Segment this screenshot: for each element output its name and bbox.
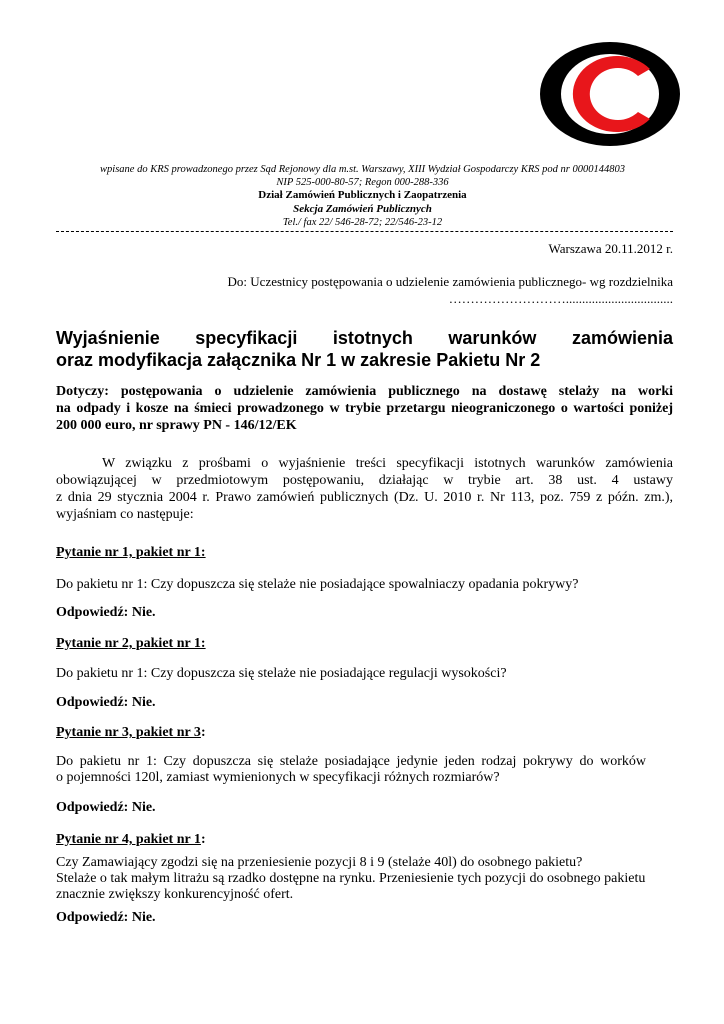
recipient-dots: ………………………................................. — [448, 291, 673, 306]
document-date: Warszawa 20.11.2012 r. — [548, 241, 673, 256]
question-4-heading-colon: : — [200, 832, 206, 847]
question-3-heading — [56, 725, 206, 741]
question-4-answer: Odpowiedź: Nie. — [56, 910, 156, 925]
concerning-line: Dotyczy: postępowania o udzielenie zamówienia publicznego na dostawę stelaży na worki — [56, 384, 673, 399]
department-name: Dział Zamówień Publicznych i Zaopatrzenia — [258, 189, 467, 201]
title-line: Wyjaśnienie specyfikacji istotnych warunków zamówienia — [56, 328, 673, 348]
question-1-text: Do pakietu nr 1: Czy dopuszcza się stelaże nie posiadające spowalniaczy opadania pokrywy? — [56, 577, 579, 592]
tel-fax-line: Tel./ fax 22/ 546-28-72; 22/546-23-12 — [282, 217, 443, 228]
concerning-paragraph — [56, 383, 673, 434]
recipient-line: Do: Uczestnicy postępowania o udzielenie zamówienia publicznego- wg rozdzielnika — [227, 274, 673, 289]
intro-line: W związku z prośbami o wyjaśnienie treści specyfikacji istotnych warunków zamówienia — [102, 456, 673, 471]
concerning-line: na odpady i kosze na śmieci prowadzonego w trybie przetargu nieograniczonego o wartości poniżej — [56, 401, 673, 416]
document-title — [56, 327, 673, 371]
section-name: Sekcja Zamówień Publicznych — [293, 203, 432, 215]
question-2-text: Do pakietu nr 1: Czy dopuszcza się stelaże nie posiadające regulacji wysokości? — [56, 666, 507, 681]
question-1-heading: Pytanie nr 1, pakiet nr 1: — [56, 545, 206, 560]
header-separator — [56, 231, 673, 232]
krs-registration-line: wpisane do KRS prowadzonego przez Sąd Rejonowy dla m.st. Warszawy, XIII Wydział Gospodarczy KRS pod nr 0000144803 — [100, 164, 625, 175]
question-4-heading — [56, 832, 206, 848]
question-1-answer: Odpowiedź: Nie. — [56, 605, 156, 620]
nip-regon-line: NIP 525-000-80-57; Regon 000-288-336 — [276, 177, 449, 188]
title-line: oraz modyfikacja załącznika Nr 1 w zakresie Pakietu Nr 2 — [56, 350, 541, 370]
intro-line: z dnia 29 stycznia 2004 r. Prawo zamówień publicznych (Dz. U. 2010 r. Nr 113, poz. 759 z późn. zm.), — [56, 490, 673, 505]
question-4-text — [56, 855, 673, 903]
question-3-heading-colon: : — [200, 725, 206, 740]
question-4-line: znacznie zwiększy konkurencyjność ofert. — [56, 887, 294, 902]
question-3-text — [56, 754, 646, 786]
company-logo — [540, 42, 680, 146]
question-2-answer: Odpowiedź: Nie. — [56, 695, 156, 710]
intro-line: obowiązującej w przedmiotowym postępowaniu, działając w trybie art. 38 ust. 4 ustawy — [56, 473, 673, 488]
question-3-line: Do pakietu nr 1: Czy dopuszcza się stelaże posiadające jedynie jeden rodzaj pokrywy do worków — [56, 754, 646, 769]
question-4-heading-text: Pytanie nr 4, pakiet nr 1 — [56, 832, 201, 847]
question-3-heading-text: Pytanie nr 3, pakiet nr 3 — [56, 725, 201, 740]
intro-paragraph — [56, 455, 673, 523]
concerning-line: 200 000 euro, nr sprawy PN - 146/12/EK — [56, 418, 297, 433]
question-3-answer: Odpowiedź: Nie. — [56, 800, 156, 815]
question-2-heading: Pytanie nr 2, pakiet nr 1: — [56, 636, 206, 651]
intro-line: wyjaśniam co następuje: — [56, 507, 194, 522]
question-4-line: Czy Zamawiający zgodzi się na przeniesienie pozycji 8 i 9 (stelaże 40l) do osobnego pakietu? — [56, 855, 583, 870]
question-3-line: o pojemności 120l, zamiast wymienionych w specyfikacji różnych rozmiarów? — [56, 770, 500, 785]
question-4-line: Stelaże o tak małym litrażu są rzadko dostępne na rynku. Przeniesienie tych pozycji do osobnego pakietu — [56, 871, 646, 886]
